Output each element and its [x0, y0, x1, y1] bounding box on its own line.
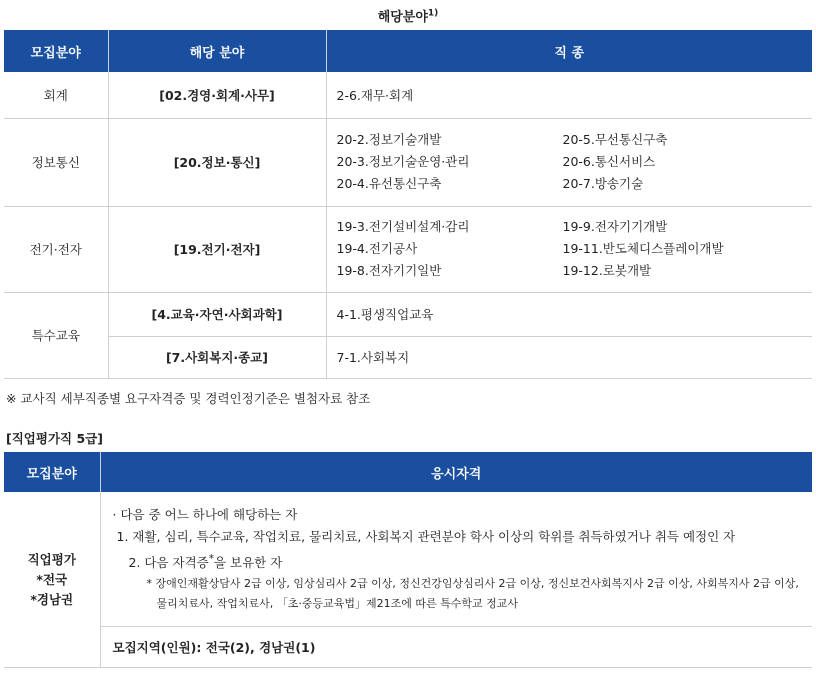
job-item: 20-5.무선통신구축: [562, 132, 668, 147]
table1-caption: 해당분야$^{1)}$: [377, 8, 439, 25]
eligibility-table: [4, 452, 812, 668]
job-item: 19-4.전기공사: [336, 241, 418, 256]
table-row: [4, 292, 812, 336]
job-item: 7-1.사회복지: [336, 350, 410, 365]
field-cell: 특수교육: [4, 292, 108, 378]
table-row: [4, 206, 812, 292]
jobs-cell: [326, 292, 812, 336]
header-recruit-field: 모집분야: [4, 452, 100, 492]
table-row: [4, 118, 812, 206]
reference-note: ※ 교사직 세부직종별 요구자격증 및 경력인정기준은 별첨자료 참조: [6, 391, 371, 406]
area-cell: [19.전기·전자]: [108, 206, 326, 292]
job-item: 19-12.로봇개발: [562, 263, 652, 278]
area-cell: [02.경영·회계·사무]: [108, 72, 326, 118]
job-item: 20-6.통신서비스: [562, 154, 656, 169]
job-item: 20-4.유선통신구축: [336, 176, 442, 191]
jobs-cell: [326, 336, 812, 378]
field-cell: 회계: [4, 72, 108, 118]
eligibility-intro: · 다음 중 어느 하나에 해당하는 자: [112, 507, 298, 522]
jobs-cell: [326, 118, 812, 206]
recruitment-field-table: [4, 30, 812, 379]
job-item: 2-6.재무·회계: [336, 87, 414, 103]
job-item: 19-11.반도체디스플레이개발: [562, 241, 724, 256]
header-recruit-field: 모집분야: [4, 30, 108, 72]
job-item: 19-8.전자기기일반: [336, 263, 442, 278]
table-row: [4, 72, 812, 118]
jobs-cell: [326, 72, 812, 118]
header-related-area: 해당 분야: [108, 30, 326, 72]
jobs-cell: [326, 206, 812, 292]
table1-header-row: [4, 30, 812, 72]
region-cell: 모집지역(인원): 전국(2), 경남권(1): [100, 627, 812, 668]
job-item: 20-3.정보기술운영·관리: [336, 154, 470, 169]
job-item: 4-1.평생직업교육: [336, 307, 434, 322]
area-cell: [7.사회복지·종교]: [108, 336, 326, 378]
job-item: 20-7.방송기술: [562, 176, 644, 191]
job-item: 20-2.정보기술개발: [336, 132, 442, 147]
header-eligibility: 응시자격: [100, 452, 812, 492]
eligibility-item-1: 1. 재활, 심리, 특수교육, 작업치료, 물리치료, 사회복지 관련분야 학사 이상의 학위를 취득하였거나 취득 예정인 자: [116, 529, 736, 544]
header-job-type: 직 종: [326, 30, 812, 72]
table-row: [4, 627, 812, 668]
table-row: [4, 492, 812, 627]
eligibility-cell: [100, 492, 812, 627]
section-title: [직업평가직 5급]: [6, 431, 103, 446]
field-cell: 정보통신: [4, 118, 108, 206]
certificate-list: * 장애인재활상담사 2급 이상, 임상심리사 2급 이상, 정신건강임상심리사 2급 이상, 정신보건사회복지사 2급 이상, 사회복지사 2급 이상, 물리치료사, 작업치료사, 「초·중등교육법」제21조에 따른 특수학교 정교사: [146, 577, 799, 611]
job-item: 19-3.전기설비설계·감리: [336, 219, 470, 234]
area-cell: [4.교육·자연·사회과학]: [108, 292, 326, 336]
table2-header-row: [4, 452, 812, 492]
area-cell: [20.정보·통신]: [108, 118, 326, 206]
field-cell: 전기·전자: [4, 206, 108, 292]
job-item: 19-9.전자기기개발: [562, 219, 668, 234]
eligibility-item-2: 2. 다음 자격증*을 보유한 자: [128, 553, 283, 571]
field-cell: 직업평가 *전국 *경남권: [4, 492, 100, 668]
table-row: [4, 336, 812, 378]
